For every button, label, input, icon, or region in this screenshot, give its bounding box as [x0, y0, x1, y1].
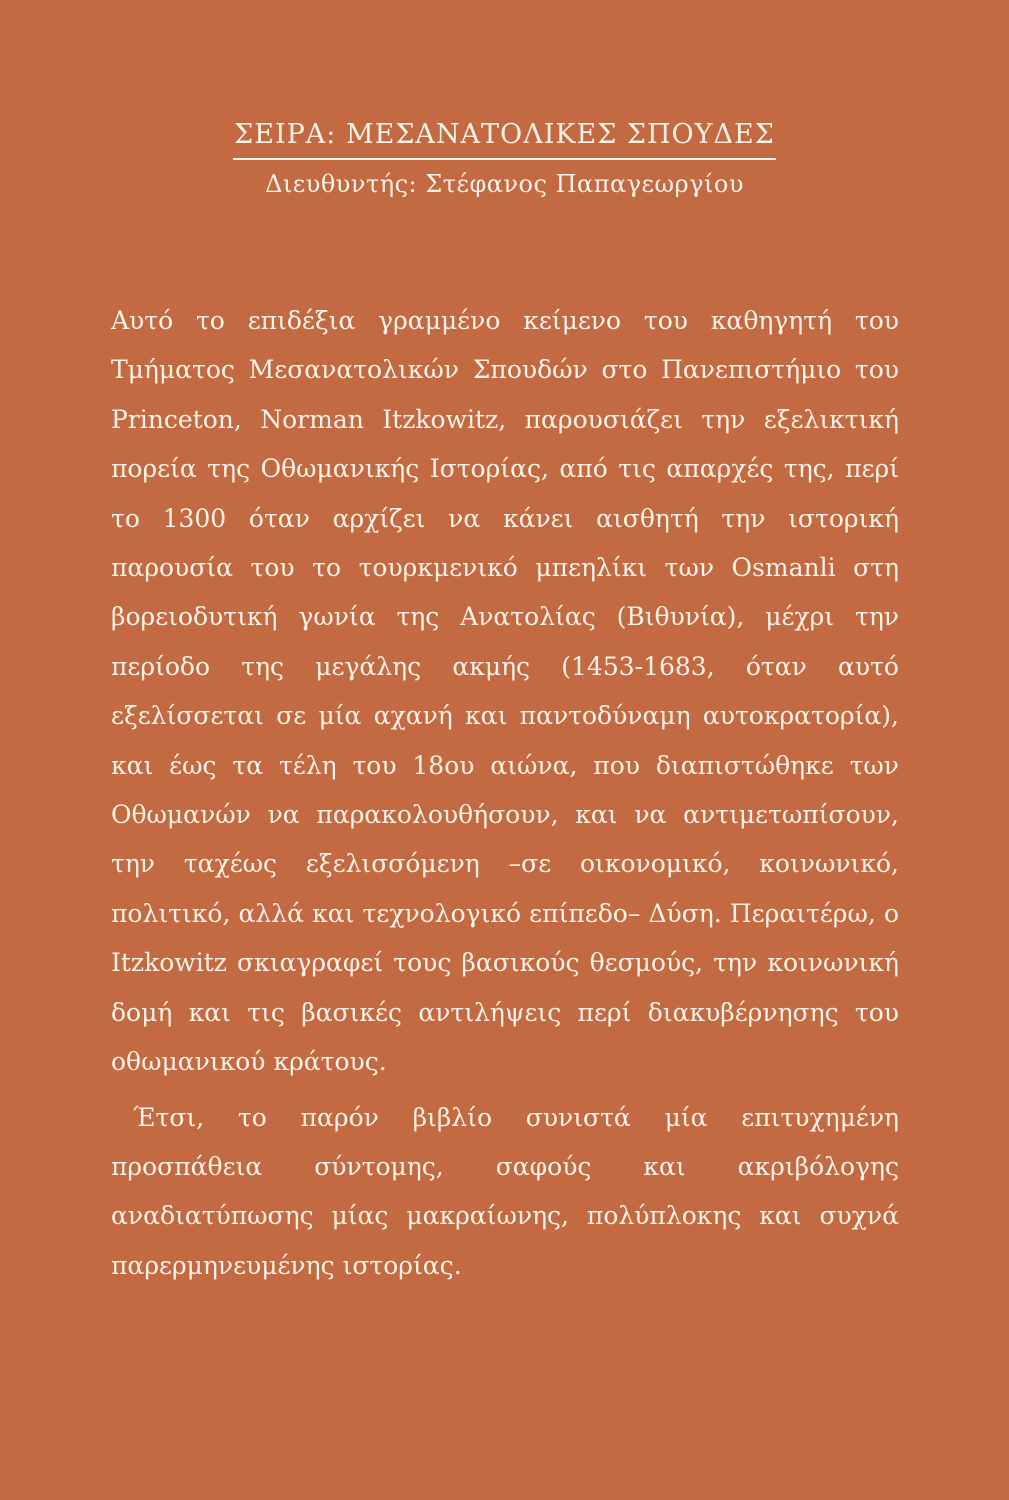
back-cover-description: [111, 296, 899, 1290]
series-director: Διευθυντής: Στέφανος Παπαγεωργίου: [265, 170, 744, 198]
series-title: ΣΕΙΡΑ: ΜΕΣΑΝΑΤΟΛΙΚΕΣ ΣΠΟΥΔΕΣ: [234, 119, 775, 150]
series-divider: [233, 158, 776, 160]
description-paragraph-2: Έτσι, το παρόν βιβλίο συνιστά μία επιτυχημένη προσπάθεια σύντομης, σαφούς και ακριβόλογης αναδιατύπωσης μίας μακραίωνης, πολύπλοκης και συχνά παρερμηνευμένης ιστορίας.: [111, 1102, 899, 1280]
series-header: [0, 118, 1009, 200]
description-paragraph-1: Αυτό το επιδέξια γραμμένο κείμενο του καθηγητή του Τμήματος Μεσανατολικών Σπουδών στο Πανεπιστήμιο του Princeton, Norman Itzkowitz, παρουσιάζει την εξελικτική πορεία της Οθωμανικής Ιστορίας, από τις απαρχές της, περί το 1300 όταν αρχίζει να κάνει αισθητή την ιστορική παρουσία του το τουρκμενικό μπεηλίκι των Osmanli στη βορειοδυτική γωνία της Ανατολίας (Βιθυνία), μέχρι την περίοδο της μεγάλης ακμής (1453-1683, όταν αυτό εξελίσσεται σε μία αχανή και παντοδύναμη αυτοκρατορία), και έως τα τέλη του 18ου αιώνα, που διαπιστώθηκε των Οθωμανών να παρακολουθήσουν, και να αντιμετωπίσουν, την ταχέως εξελισσόμενη –σε οικονομικό, κοινωνικό, πολιτικό, αλλά και τεχνολογικό επίπεδο– Δύση. Περαιτέρω, ο Itzkowitz σκιαγραφεί τους βασικούς θεσμούς, την κοινωνική δομή και τις βασικές αντιλήψεις περί διακυβέρνησης του οθωμανικού κράτους.: [111, 306, 899, 1077]
